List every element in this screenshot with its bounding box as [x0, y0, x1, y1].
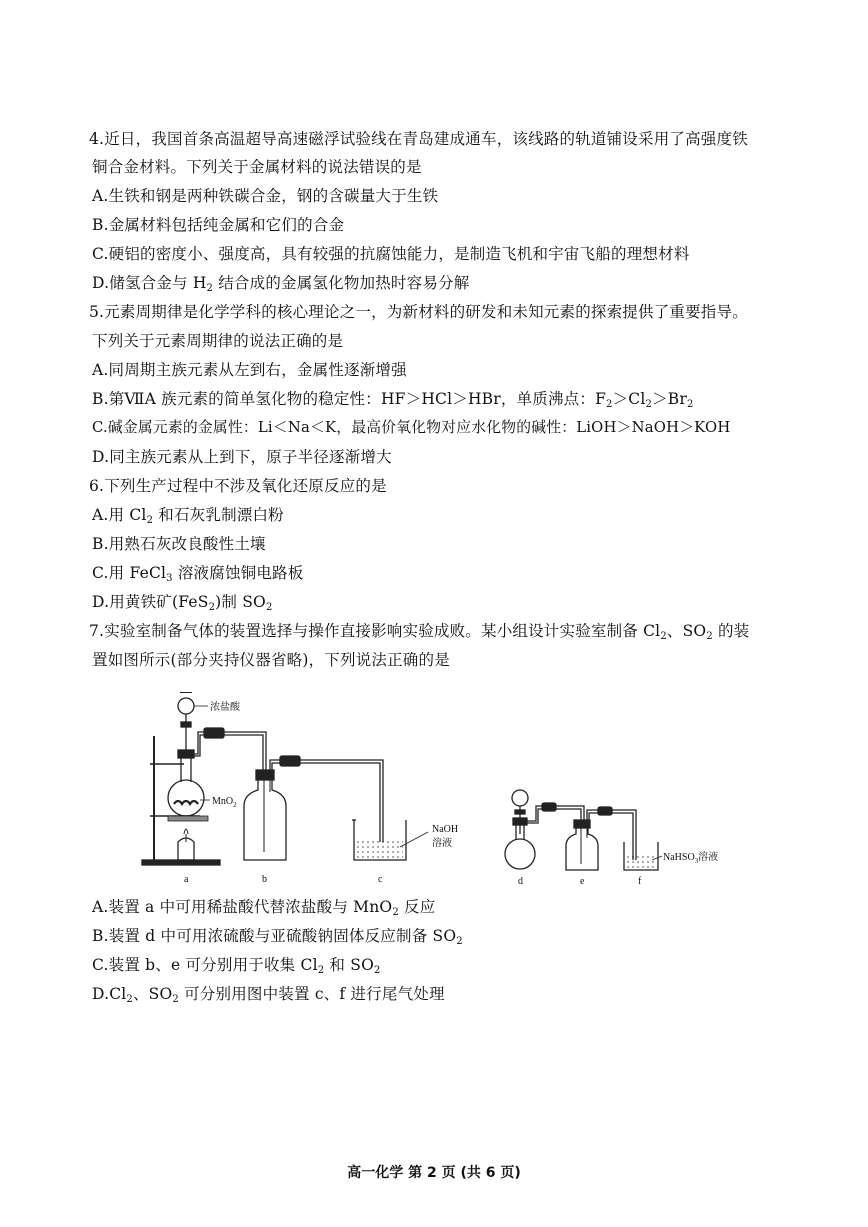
apparatus-diagram — [138, 692, 738, 892]
label-d: d — [518, 876, 523, 887]
apparatus-a — [142, 692, 266, 865]
q6-option-d: D.用黄铁矿(FeS$_2$)制 $SO_2$ — [92, 593, 273, 613]
label-naoh: NaOH — [432, 824, 459, 835]
q4-option-c: C.硬铝的密度小、强度高，具有较强的抗腐蚀能力，是制造飞机和宇宙飞船的理想材料 — [92, 245, 690, 263]
q7-option-c: C.装置 b、e 可分别用于收集 $Cl_2$ 和 $SO_2$ — [92, 956, 381, 976]
q7-option-a: A.装置 a 中可用稀盐酸代替浓盐酸与 MnO$_2$ 反应 — [92, 898, 436, 918]
apparatus-b — [244, 756, 383, 860]
q6-stem: 6.下列生产过程中不涉及氧化还原反应的是 — [89, 477, 387, 495]
q4-stem-line2: 铜合金材料。下列关于金属材料的说法错误的是 — [92, 158, 422, 176]
q6-option-b: B.用熟石灰改良酸性土壤 — [92, 535, 266, 553]
label-mno2: MnO$_2$ — [212, 796, 237, 809]
q5-option-b: B.第ⅦA 族元素的简单氢化物的稳定性：HF＞HCl＞HBr，单质沸点：$F_2>Cl_2>Br_2$ — [92, 390, 694, 410]
label-c: c — [378, 874, 383, 885]
apparatus-d — [505, 790, 584, 869]
page-footer: 高一化学 第 2 页 (共 6 页) — [347, 1165, 521, 1181]
q7-option-d: $D.Cl_2$、$SO_2$ 可分别用图中装置 c、f 进行尾气处理 — [92, 985, 445, 1005]
q5-option-c: C.碱金属元素的金属性：Li＜Na＜K，最高价氧化物对应水化物的碱性：LiOH＞NaOH＞KOH — [92, 419, 731, 436]
q4-option-b: B.金属材料包括纯金属和它们的合金 — [92, 216, 345, 234]
label-naoh-solution: 溶液 — [432, 838, 452, 849]
label-f: f — [638, 876, 642, 887]
q7-stem-line2: 置如图所示(部分夹持仪器省略)，下列说法正确的是 — [92, 651, 450, 669]
q7-stem-line1: 7.实验室制备气体的装置选择与操作直接影响实验成败。某小组设计实验室制备 $Cl_2$、$SO_2$ 的装 — [89, 622, 750, 642]
apparatus-e — [566, 807, 636, 870]
q5-option-a: A.同周期主族元素从左到右，金属性逐渐增强 — [92, 361, 407, 379]
q5-stem-line2: 下列关于元素周期律的说法正确的是 — [92, 332, 344, 350]
q6-option-a: A.用 $Cl_2$ 和石灰乳制漂白粉 — [92, 506, 284, 526]
q4-option-a: A.生铁和钢是两种铁碳合金，钢的含碳量大于生铁 — [92, 187, 439, 205]
q6-option-c: C.用 FeCl$_3$ 溶液腐蚀铜电路板 — [92, 564, 304, 584]
label-nahso3: NaHSO$_3$溶液 — [663, 852, 719, 865]
q4-stem-line1: 4.近日，我国首条高温超导高速磁浮试验线在青岛建成通车，该线路的轨道铺设采用了高强度铁 — [89, 130, 748, 148]
label-a: a — [184, 874, 189, 885]
label-e: e — [580, 876, 585, 887]
apparatus-f — [624, 842, 662, 870]
q4-option-d: D.储氢合金与 $H_2$ 结合成的金属氢化物加热时容易分解 — [92, 274, 470, 294]
q5-stem-line1: 5.元素周期律是化学学科的核心理论之一，为新材料的研发和未知元素的探索提供了重要指导。 — [89, 303, 748, 321]
q5-option-d: D.同主族元素从上到下，原子半径逐渐增大 — [92, 448, 392, 466]
q7-option-b: B.装置 d 中可用浓硫酸与亚硫酸钠固体反应制备 $SO_2$ — [92, 927, 463, 947]
apparatus-figure — [138, 692, 738, 896]
label-conc-hcl: 浓盐酸 — [210, 702, 240, 713]
label-b: b — [262, 874, 267, 885]
apparatus-c — [352, 820, 428, 860]
